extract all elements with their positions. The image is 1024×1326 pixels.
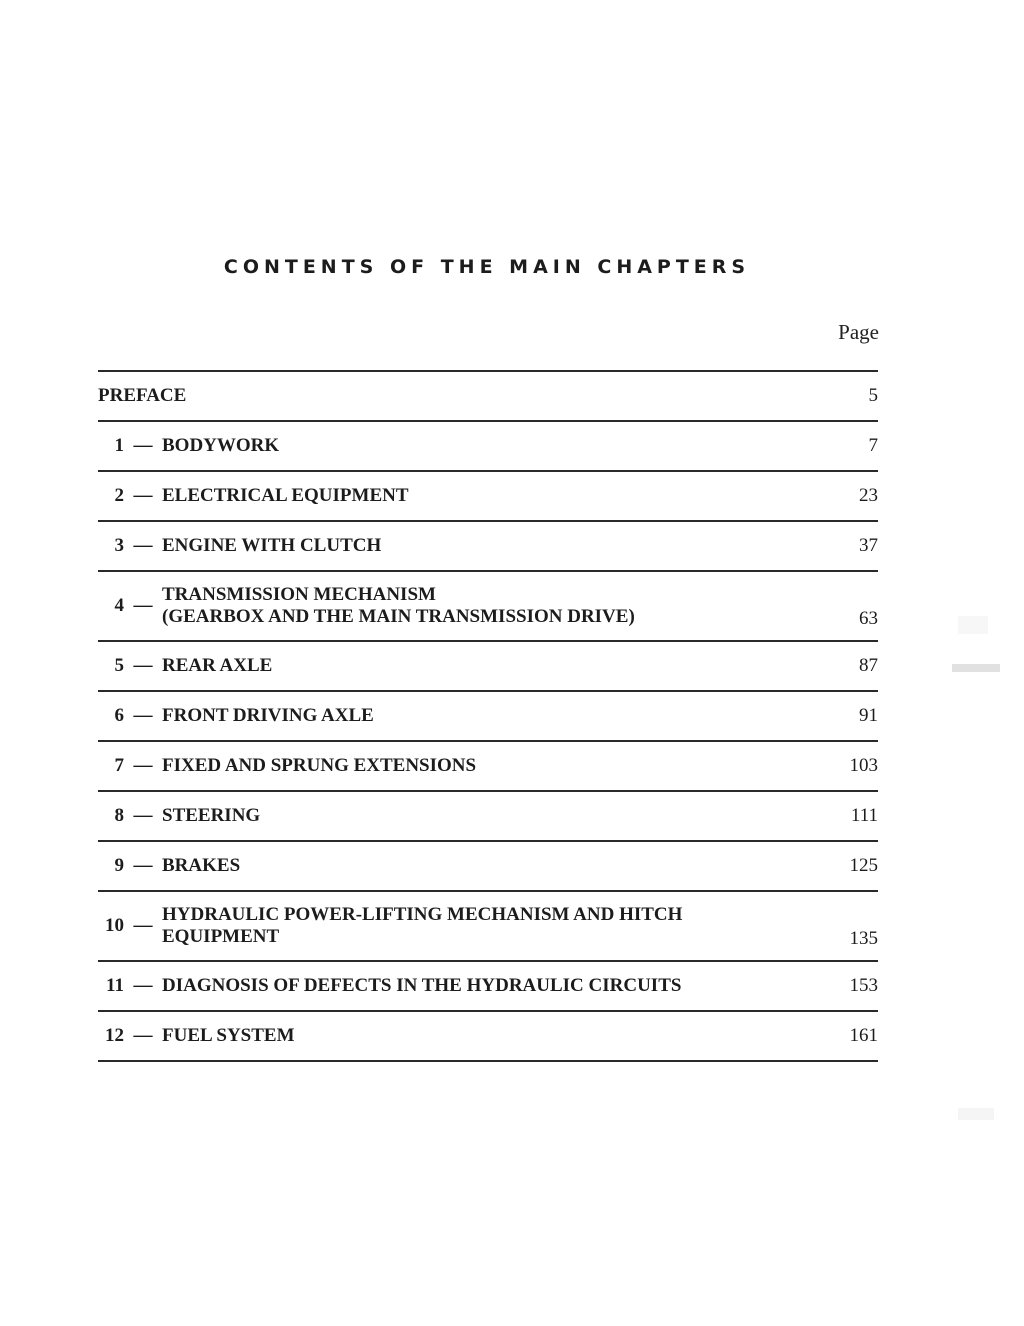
toc-entry-page: 63 bbox=[859, 608, 878, 629]
toc-entry-dash: — bbox=[133, 705, 153, 726]
toc-entry-number: 3 bbox=[114, 535, 124, 556]
toc-entry bbox=[98, 892, 878, 960]
toc-entry-dash: — bbox=[133, 485, 153, 506]
toc-entry-title-line: BODYWORK bbox=[162, 435, 280, 456]
toc-entry-dash: — bbox=[133, 755, 153, 776]
toc-entry-number: 9 bbox=[114, 855, 124, 876]
toc-entry-title bbox=[162, 904, 818, 948]
toc-entry-dash: — bbox=[133, 595, 153, 616]
toc-entry-title-line: TRANSMISSION MECHANISM bbox=[162, 584, 436, 605]
toc-entry-number: 11 bbox=[106, 975, 124, 996]
toc-entry-title bbox=[162, 485, 818, 507]
toc-entry-title bbox=[162, 805, 818, 827]
toc-entry-page: 125 bbox=[849, 855, 878, 876]
toc-entry-page: 5 bbox=[868, 385, 878, 406]
toc-entry-number: 1 bbox=[114, 435, 124, 456]
toc-entry-page: 23 bbox=[859, 485, 878, 506]
toc-entry-dash: — bbox=[133, 1025, 153, 1046]
scan-artifact bbox=[958, 616, 988, 634]
toc-entry-number: 12 bbox=[105, 1025, 124, 1046]
toc-entry-title-line: ELECTRICAL EQUIPMENT bbox=[162, 485, 409, 506]
toc-entry-title bbox=[162, 755, 818, 777]
toc-entry-title-line: HYDRAULIC POWER-LIFTING MECHANISM AND HITCH bbox=[162, 904, 683, 925]
toc-entry-number: 7 bbox=[114, 755, 124, 776]
toc-entry-page: 103 bbox=[849, 755, 878, 776]
toc-entry-page: 111 bbox=[850, 805, 878, 826]
toc-entry-dash: — bbox=[133, 805, 153, 826]
toc-entry-page: 87 bbox=[859, 655, 878, 676]
toc-rule bbox=[98, 1060, 878, 1062]
toc-entry-page: 161 bbox=[849, 1025, 878, 1046]
toc-entry-page: 135 bbox=[849, 928, 878, 949]
toc-entry-number: 8 bbox=[114, 805, 124, 826]
toc-entry-title-line: FIXED AND SPRUNG EXTENSIONS bbox=[162, 755, 477, 776]
toc-entry-title-line: FRONT DRIVING AXLE bbox=[162, 705, 374, 726]
toc-entry-dash: — bbox=[133, 435, 153, 456]
toc-entry-page: 37 bbox=[859, 535, 878, 556]
table-of-contents bbox=[98, 370, 878, 1062]
toc-entry-title-line: PREFACE bbox=[98, 385, 187, 406]
toc-entry-title bbox=[162, 1025, 818, 1047]
toc-entry bbox=[98, 1012, 878, 1060]
toc-entry bbox=[98, 642, 878, 690]
toc-entry bbox=[98, 522, 878, 570]
toc-entry-title bbox=[162, 855, 818, 877]
toc-entry-dash: — bbox=[133, 855, 153, 876]
scan-artifact bbox=[958, 1108, 994, 1120]
toc-entry bbox=[98, 472, 878, 520]
toc-entry-number: 5 bbox=[114, 655, 124, 676]
toc-entry-number: 6 bbox=[114, 705, 124, 726]
toc-entry-number: 4 bbox=[114, 595, 124, 616]
scan-artifact bbox=[952, 664, 1000, 672]
toc-entry-title bbox=[162, 535, 818, 557]
toc-entry-title-line: (GEARBOX AND THE MAIN TRANSMISSION DRIVE) bbox=[162, 606, 635, 627]
toc-entry-title-line: EQUIPMENT bbox=[162, 926, 280, 947]
toc-entry-title-line: REAR AXLE bbox=[162, 655, 273, 676]
toc-entry bbox=[98, 842, 878, 890]
document-title: CONTENTS OF THE MAIN CHAPTERS bbox=[223, 256, 751, 278]
toc-entry-title bbox=[162, 975, 818, 997]
toc-entry-title bbox=[162, 705, 818, 727]
toc-entry bbox=[98, 792, 878, 840]
toc-entry-page: 153 bbox=[849, 975, 878, 996]
toc-entry bbox=[98, 422, 878, 470]
toc-entry-title-line: FUEL SYSTEM bbox=[162, 1025, 295, 1046]
toc-entry-dash: — bbox=[133, 975, 153, 996]
toc-entry-number: 2 bbox=[114, 485, 124, 506]
toc-entry-page: 91 bbox=[859, 705, 878, 726]
toc-entry-dash: — bbox=[133, 655, 153, 676]
toc-entry bbox=[98, 372, 878, 420]
toc-entry-title-line: BRAKES bbox=[162, 855, 241, 876]
toc-entry bbox=[98, 742, 878, 790]
toc-entry-title bbox=[162, 655, 818, 677]
toc-entry-number: 10 bbox=[105, 915, 124, 936]
toc-entry bbox=[98, 692, 878, 740]
toc-entry-title bbox=[162, 584, 818, 628]
toc-entry-title-line: DIAGNOSIS OF DEFECTS IN THE HYDRAULIC CIRCUITS bbox=[162, 975, 682, 996]
toc-entry-dash: — bbox=[133, 915, 153, 936]
toc-entry bbox=[98, 572, 878, 640]
toc-entry-dash: — bbox=[133, 535, 153, 556]
toc-entry-title-line: STEERING bbox=[162, 805, 261, 826]
toc-entry-title bbox=[162, 435, 818, 457]
toc-entry-title bbox=[98, 385, 818, 407]
toc-entry-title-line: ENGINE WITH CLUTCH bbox=[162, 535, 382, 556]
page-column-header: Page bbox=[838, 320, 879, 344]
toc-entry bbox=[98, 962, 878, 1010]
toc-entry-page: 7 bbox=[868, 435, 878, 456]
